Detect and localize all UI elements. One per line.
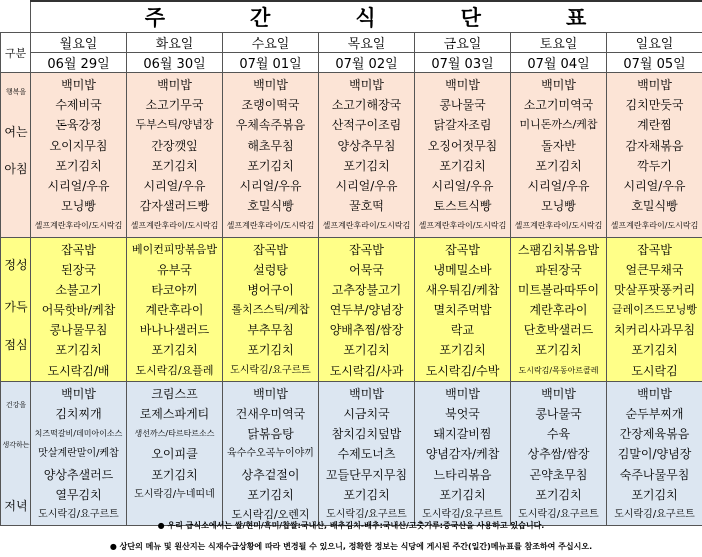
- menu-item: 잡곡밥: [61, 242, 96, 257]
- day-name-header: 토요일: [511, 33, 607, 53]
- menu-item: 생선까스/타르타르소스: [134, 429, 215, 439]
- menu-item: 소고기해장국: [331, 98, 402, 113]
- menu-cell: [607, 237, 702, 381]
- menu-item: 포기김치: [151, 158, 198, 173]
- menu-cell: [319, 237, 415, 381]
- menu-item: 느타리볶음: [433, 467, 492, 482]
- menu-item: 어묵핫바/케찹: [41, 303, 116, 318]
- menu-item: 셀프계란후라이/도시락김: [130, 221, 219, 231]
- menu-item: 도시락김/오렌지: [231, 507, 310, 521]
- page-title: [31, 1, 702, 33]
- menu-item: 오징어젓무침: [427, 138, 498, 153]
- menu-item: 포기김치: [439, 343, 486, 358]
- menu-item: 오이피클: [151, 447, 198, 462]
- title-char: 단: [460, 6, 483, 30]
- menu-item: 잡곡밥: [445, 242, 480, 257]
- menu-item: 백미밥: [445, 78, 480, 92]
- menu-item: 상추겉절이: [241, 467, 300, 482]
- menu-item: 해초무침: [247, 138, 294, 153]
- menu-item: 백미밥: [637, 78, 672, 92]
- menu-item: 도시락김/요플레: [135, 363, 214, 377]
- menu-cell: [511, 381, 607, 525]
- menu-item: 백미밥: [637, 386, 672, 401]
- menu-item: 오이지무침: [49, 138, 108, 153]
- menu-item: 연두부/양념장: [329, 303, 404, 318]
- menu-item: 새우튀김/케찹: [425, 282, 500, 297]
- menu-item: 맛살푸팟퐁커리: [613, 282, 696, 297]
- menu-item: 간장제육볶음: [619, 427, 690, 442]
- menu-item: 롤치즈스틱/케찹: [231, 303, 310, 317]
- day-date-header: 07월 01일: [223, 53, 319, 73]
- menu-item: 베이컨피망볶음밥: [131, 242, 217, 256]
- menu-item: 락교: [450, 323, 475, 338]
- menu-item: 도시락김/수박: [425, 363, 500, 378]
- menu-item: 도시락김/요구르트: [326, 508, 407, 520]
- menu-item: 치커리사과무침: [613, 323, 696, 338]
- menu-cell: [223, 381, 319, 525]
- menu-item: 감자채볶음: [625, 138, 684, 153]
- menu-item: 북엇국: [445, 407, 480, 421]
- menu-item: 포기김치: [247, 487, 294, 502]
- menu-item: 잡곡밥: [637, 242, 672, 257]
- meal-label: 생각하는: [2, 440, 30, 449]
- menu-item: 수제비국: [55, 98, 102, 113]
- menu-item: 시금치국: [343, 407, 390, 421]
- menu-item: 포기김치: [631, 343, 678, 358]
- menu-item: 시리얼/우유: [431, 178, 494, 193]
- meal-label-cell: [1, 381, 31, 525]
- menu-item: 포기김치: [535, 343, 582, 358]
- menu-item: 양상추샐러드: [43, 467, 114, 482]
- menu-item: 김치만둣국: [625, 98, 684, 113]
- menu-item: 글레이즈드모닝빵: [612, 303, 698, 317]
- day-name-header: 목요일: [319, 33, 415, 53]
- menu-item: 병어구이: [247, 282, 294, 297]
- menu-cell: [223, 237, 319, 381]
- menu-item: 돌자반: [541, 138, 576, 153]
- menu-item: 포기김치: [55, 343, 102, 358]
- menu-item: 육수수오곡누이야끼: [227, 448, 314, 460]
- menu-item: 된장국: [61, 262, 96, 277]
- menu-item: 멸치주먹밥: [433, 303, 492, 318]
- menu-cell: [415, 381, 511, 525]
- menu-item: 시리얼/우유: [143, 178, 206, 193]
- menu-item: 셀프계란후라이/도시락김: [322, 221, 411, 231]
- menu-item: 포기김치: [631, 487, 678, 502]
- day-date-header: 07월 03일: [415, 53, 511, 73]
- menu-item: 얼큰무채국: [625, 262, 684, 277]
- day-date-header: 06월 29일: [31, 53, 127, 73]
- menu-cell: [223, 73, 319, 238]
- menu-item: 냉메밀소바: [433, 262, 492, 277]
- menu-item: 백미밥: [253, 78, 288, 92]
- menu-cell: [127, 237, 223, 381]
- menu-item: 백미밥: [541, 386, 576, 401]
- menu-item: 잡곡밥: [253, 242, 288, 257]
- day-date-header: 07월 05일: [607, 53, 702, 73]
- menu-item: 양배추찜/쌈장: [329, 323, 404, 338]
- menu-item: 백미밥: [541, 78, 576, 92]
- menu-cell: [31, 237, 127, 381]
- menu-item: 간장깻잎: [151, 138, 198, 153]
- menu-item: 두부스틱/양념장: [135, 118, 214, 132]
- menu-item: 설렁탕: [253, 262, 288, 277]
- menu-item: 닭갈자조림: [433, 118, 492, 133]
- menu-item: 로제스파게티: [139, 407, 210, 421]
- menu-item: 양념감자/케찹: [425, 447, 500, 462]
- menu-cell: [511, 237, 607, 381]
- menu-item: 열무김치: [55, 487, 102, 502]
- menu-item: 꿀호떡: [349, 199, 384, 214]
- menu-item: 콩나물국: [439, 98, 486, 113]
- title-char: 주: [144, 6, 168, 30]
- menu-item: 백미밥: [349, 78, 384, 92]
- title-char: 표: [565, 6, 589, 30]
- menu-item: 포기김치: [439, 487, 486, 502]
- menu-item: 건새우미역국: [235, 407, 306, 421]
- menu-item: 호밀식빵: [631, 199, 678, 214]
- menu-cell: [31, 381, 127, 525]
- menu-item: 시리얼/우유: [527, 178, 590, 193]
- menu-item: 고추장불고기: [331, 282, 402, 297]
- menu-item: 시리얼/우유: [239, 178, 302, 193]
- menu-item: 돼지갈비찜: [433, 427, 492, 442]
- menu-item: 소고기미역국: [523, 98, 594, 113]
- meal-section-1: [1, 237, 702, 381]
- menu-cell: [319, 381, 415, 525]
- day-name-header: 금요일: [415, 33, 511, 53]
- menu-item: 포기김치: [247, 343, 294, 358]
- menu-cell: [319, 73, 415, 238]
- menu-item: 포기김치: [151, 343, 198, 358]
- menu-item: 백미밥: [349, 386, 384, 401]
- menu-item: 크림스프: [151, 386, 198, 401]
- meal-label: 저녁: [4, 498, 28, 513]
- menu-item: 콩나물무침: [49, 323, 108, 338]
- menu-item: 백미밥: [61, 386, 96, 401]
- day-date-header: 06월 30일: [127, 53, 223, 73]
- menu-item: 호밀식빵: [247, 199, 294, 214]
- menu-item: 포기김치: [439, 158, 486, 173]
- footer-note: ● 우리 급식소에서는 쌀/현미/흑미/찹쌀:국내산, 배추김치-배추:국내산/고춧가루:중국산을 사용하고 있습니다.: [157, 521, 545, 530]
- menu-item: 도시락김/사과: [329, 363, 404, 378]
- menu-item: 소고기무국: [145, 98, 204, 113]
- menu-item: 셀프계란후라이/도시락김: [226, 221, 315, 231]
- day-name-header: 일요일: [607, 33, 702, 53]
- menu-item: 스팸김치볶음밥: [517, 242, 600, 257]
- meal-section-0: [1, 73, 702, 238]
- menu-item: 미니돈까스/케찹: [519, 118, 598, 132]
- menu-item: 시리얼/우유: [335, 178, 398, 193]
- menu-item: 치즈떡갈비/데미아이소스: [34, 429, 123, 439]
- menu-item: 백미밥: [253, 386, 288, 401]
- menu-item: 포기김치: [55, 158, 102, 173]
- menu-item: 계란후라이: [529, 303, 588, 318]
- menu-item: 백미밥: [157, 78, 192, 92]
- footer-note: ● 상단의 메뉴 및 원산지는 식재수급상황에 따라 변경될 수 있으니, 정확한 정보는 식당에 게시된 주간(일간)메뉴표를 참조하여 주십시오.: [109, 542, 593, 551]
- menu-cell: [415, 237, 511, 381]
- menu-item: 도시락김/목동아르콜레: [518, 365, 599, 375]
- meal-label: 행복을: [5, 88, 27, 96]
- menu-item: 산적구이조림: [331, 118, 402, 133]
- blank-corner: [1, 1, 31, 33]
- menu-item: 도시락김/요구르트: [614, 508, 695, 520]
- menu-item: 소불고기: [55, 282, 102, 297]
- menu-item: 수육: [546, 427, 571, 442]
- title-char: 간: [250, 6, 273, 30]
- menu-item: 포기김치: [343, 487, 390, 502]
- menu-item: 곤약초무침: [529, 467, 588, 482]
- menu-cell: [415, 73, 511, 238]
- meal-section-2: [1, 381, 702, 525]
- menu-item: 순두부찌개: [625, 407, 684, 421]
- menu-item: 유부국: [157, 262, 192, 277]
- menu-item: 시리얼/우유: [47, 178, 110, 193]
- menu-cell: [127, 73, 223, 238]
- menu-item: 셀프계란후라이/도시락김: [514, 221, 603, 231]
- menu-item: 토스트식빵: [433, 199, 492, 214]
- menu-item: 도시락김/요구르트: [518, 508, 599, 520]
- menu-item: 깍두기: [637, 158, 672, 173]
- category-header: 구분: [1, 33, 31, 73]
- menu-item: 상추쌈/쌈장: [527, 447, 590, 462]
- menu-item: 도시락김/누네띠네: [134, 488, 215, 500]
- menu-item: 숙주나물무침: [619, 467, 690, 482]
- menu-item: 단호박샐러드: [523, 323, 594, 338]
- menu-item: 참치김치덮밥: [331, 427, 402, 442]
- day-date-header: 07월 04일: [511, 53, 607, 73]
- menu-item: 잡곡밥: [349, 242, 384, 257]
- menu-item: 포기김치: [151, 467, 198, 482]
- menu-item: 맛살계란말이/케찹: [38, 448, 119, 460]
- day-name-header: 수요일: [223, 33, 319, 53]
- title-char: 식: [355, 6, 378, 30]
- menu-item: 포기김치: [343, 158, 390, 173]
- menu-item: 계란찜: [637, 118, 672, 133]
- menu-item: 포기김치: [535, 487, 582, 502]
- menu-item: 계란후라이: [145, 303, 204, 318]
- day-name-header: 화요일: [127, 33, 223, 53]
- meal-label: 아침: [4, 162, 28, 176]
- menu-item: 도시락김/요구르트: [38, 508, 119, 520]
- menu-item: 우체속주볶음: [235, 118, 306, 133]
- meal-label: 정성: [4, 257, 28, 272]
- menu-cell: [607, 73, 702, 238]
- menu-item: 셀프계란후라이/도시락김: [610, 221, 699, 231]
- menu-item: 도시락김/배: [47, 363, 110, 378]
- menu-cell: [511, 73, 607, 238]
- menu-cell: [607, 381, 702, 525]
- meal-label: 점심: [4, 337, 28, 352]
- menu-item: 돈육강정: [55, 118, 102, 133]
- meal-label-cell: [1, 237, 31, 381]
- menu-item: 파된장국: [535, 262, 582, 277]
- menu-item: 모닝빵: [61, 199, 96, 214]
- menu-item: 김말이/양념장: [617, 447, 692, 462]
- meal-label-cell: [1, 73, 31, 238]
- menu-item: 포기김치: [535, 158, 582, 173]
- menu-item: 꼬들단무지무침: [325, 467, 408, 482]
- menu-item: 닭볶음탕: [247, 427, 294, 442]
- day-name-header: 월요일: [31, 33, 127, 53]
- menu-item: 콩나물국: [535, 407, 582, 421]
- menu-cell: [127, 381, 223, 525]
- menu-item: 포기김치: [247, 158, 294, 173]
- meal-label: 건강을: [5, 400, 27, 409]
- menu-item: 백미밥: [445, 386, 480, 401]
- meal-label: 가득: [4, 299, 28, 314]
- menu-item: 조랭이떡국: [241, 98, 300, 113]
- menu-item: 미트볼라따뚜이: [517, 282, 600, 297]
- menu-item: 수제도너츠: [337, 447, 396, 462]
- menu-item: 포기김치: [343, 343, 390, 358]
- day-date-header: 07월 02일: [319, 53, 415, 73]
- menu-item: 감자샐러드빵: [139, 199, 210, 214]
- menu-item: 모닝빵: [541, 199, 576, 214]
- menu-item: 타코야끼: [151, 282, 198, 297]
- menu-item: 양상추무침: [337, 138, 396, 153]
- menu-item: 도시락김: [631, 363, 678, 378]
- menu-item: 시리얼/우유: [623, 178, 686, 193]
- menu-item: 셀프계란후라이/도시락김: [418, 221, 507, 231]
- menu-item: 백미밥: [61, 78, 96, 92]
- menu-item: 도시락김/요구르트: [230, 364, 311, 376]
- menu-item: 김치찌개: [55, 407, 102, 421]
- menu-item: 셀프계란후라이/도시락김: [34, 221, 123, 231]
- menu-item: 도시락김/요구르트: [422, 508, 503, 520]
- meal-label: 여는: [4, 125, 28, 139]
- menu-item: 부추무침: [247, 323, 294, 338]
- menu-item: 어묵국: [349, 262, 384, 277]
- menu-item: 바나나샐러드: [139, 323, 210, 338]
- menu-cell: [31, 73, 127, 238]
